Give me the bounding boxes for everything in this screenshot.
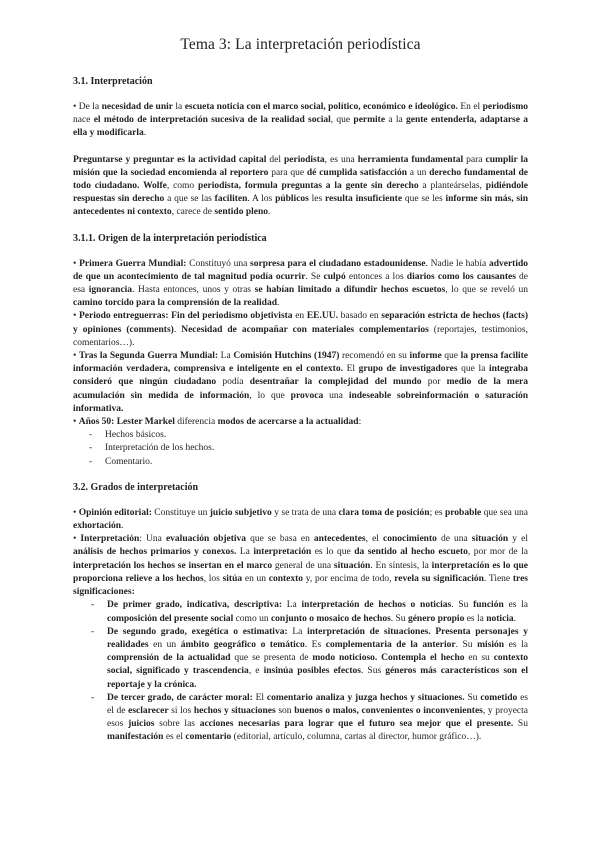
document-page [73,36,528,758]
paragraph: • Periodo entreguerras: Fin del periodismo objetivista en EE.UU. basado en separación estricta de hechos (facts) y opiniones (comments). Necesidad de acompañar con materiales complementarios (reportajes, testimonios, comentarios…). [73,311,528,348]
paragraph: • Tras la Segunda Guerra Mundial: La Comisión Hutchins (1947) recomendó en su informe que la prensa facilite información verdadera, comprensiva e inteligente en el contexto. El grupo de investigadores que la integraba consideró que ningún ciudadano podía desentrañar la complejidad del mundo por medio de la mera acumulación sin medida de información, lo que provoca una indeseable sobreinformación o saturación informativa. [73,351,529,414]
section-heading-3-2: 3.2. Grados de interpretación [73,481,199,493]
list-item: - De tercer grado, de carácter moral: El comentario analiza y juzga hechos y situaciones. Su cometido es el de esclarecer si los hechos y situaciones son buenos o malos, convenientes o inconvenientes, y proyecta esos juicios sobre las acciones necesarias para lograr que el futuro sea mejor que el presente. Su manifestación es el comentario (editorial, artículo, columna, cartas al director, humor gráfico…). [107,692,528,745]
section-heading-3-1-1: 3.1.1. Origen de la interpretación periodística [73,232,267,244]
paragraph: Preguntarse y preguntar es la actividad capital del periodista, es una herramienta fundamental para cumplir la misión que la sociedad encomienda al reportero para que dé cumplida satisfacción a un derecho fundamental de todo ciudadano. Wolfe, como periodista, formula preguntas a la gente sin derecho a planteárselas, pidiéndole respuestas sin derecho a que se las faciliten. A los públicos les resulta insuficiente que se les informe sin más, sin antecedentes ni contexto, carece de sentido pleno. [73,154,529,218]
list-item: - De primer grado, indicativa, descriptiva: La interpretación de hechos o noticias. Su función es la composición del presente social como un conjunto o mosaico de hechos. Su género propio es la noticia. [107,599,528,625]
paragraph: • Opinión editorial: Constituye un juicio subjetivo y se trata de una clara toma de posición; es probable que sea una exhortación. [73,507,528,532]
markel-modes-list [73,429,528,469]
paragraph: • De la necesidad de unir la escueta noticia con el marco social, político, económico e ideológico. En el periodismo nace el método de interpretación sucesiva de la realidad social, que permite a la gente entenderla, adaptarse a ella y modificarla. [73,102,528,139]
list-item: - Hechos básicos. [105,429,528,442]
paragraph: • Interpretación: Una evaluación objetiva que se basa en antecedentes, el conocimiento de una situación y el análisis de hechos primarios y conexos. La interpretación es lo que da sentido al hecho escueto, por mor de la interpretación los hechos se insertan en el marco general de una situación. En síntesis, la interpretación es lo que proporciona relieve a los hechos, los sitúa en un contexto y, por encima de todo, revela su significación. Tiene tres significaciones: [73,534,528,598]
page-title: Tema 3: La interpretación periodística [180,36,421,53]
list-item: - Comentario. [105,456,528,469]
section-heading-3-1: 3.1. Interpretación [73,76,153,87]
interpretation-grades-list [73,599,528,744]
list-item: - De segundo grado, exegética o estimativa: La interpretación de situaciones. Presenta personajes y realidades en un ámbito geográfico o temático. Es complementaria de la anterior. Su misión es la comprensión de la actualidad que se presenta de modo noticioso. Contempla el hecho en su contexto social, significado y trascendencia, e insinúa posibles efectos. Sus géneros más característicos son el reportaje y la crónica. [107,626,528,692]
list-item: - Interpretación de los hechos. [105,442,528,455]
paragraph: • Años 50: Lester Markel diferencia modos de acercarse a la actualidad: [73,417,362,428]
paragraph: • Primera Guerra Mundial: Constituyó una sorpresa para el ciudadano estadounidense. Nadie le había advertido de que un acontecimiento de tal magnitud podía ocurrir. Se culpó entonces a los diarios como los causantes de esa ignorancia. Hasta entonces, unos y otras se habían limitado a difundir hechos escuetos, lo que se reveló un camino torcido para la comprensión de la realidad. [73,258,529,309]
